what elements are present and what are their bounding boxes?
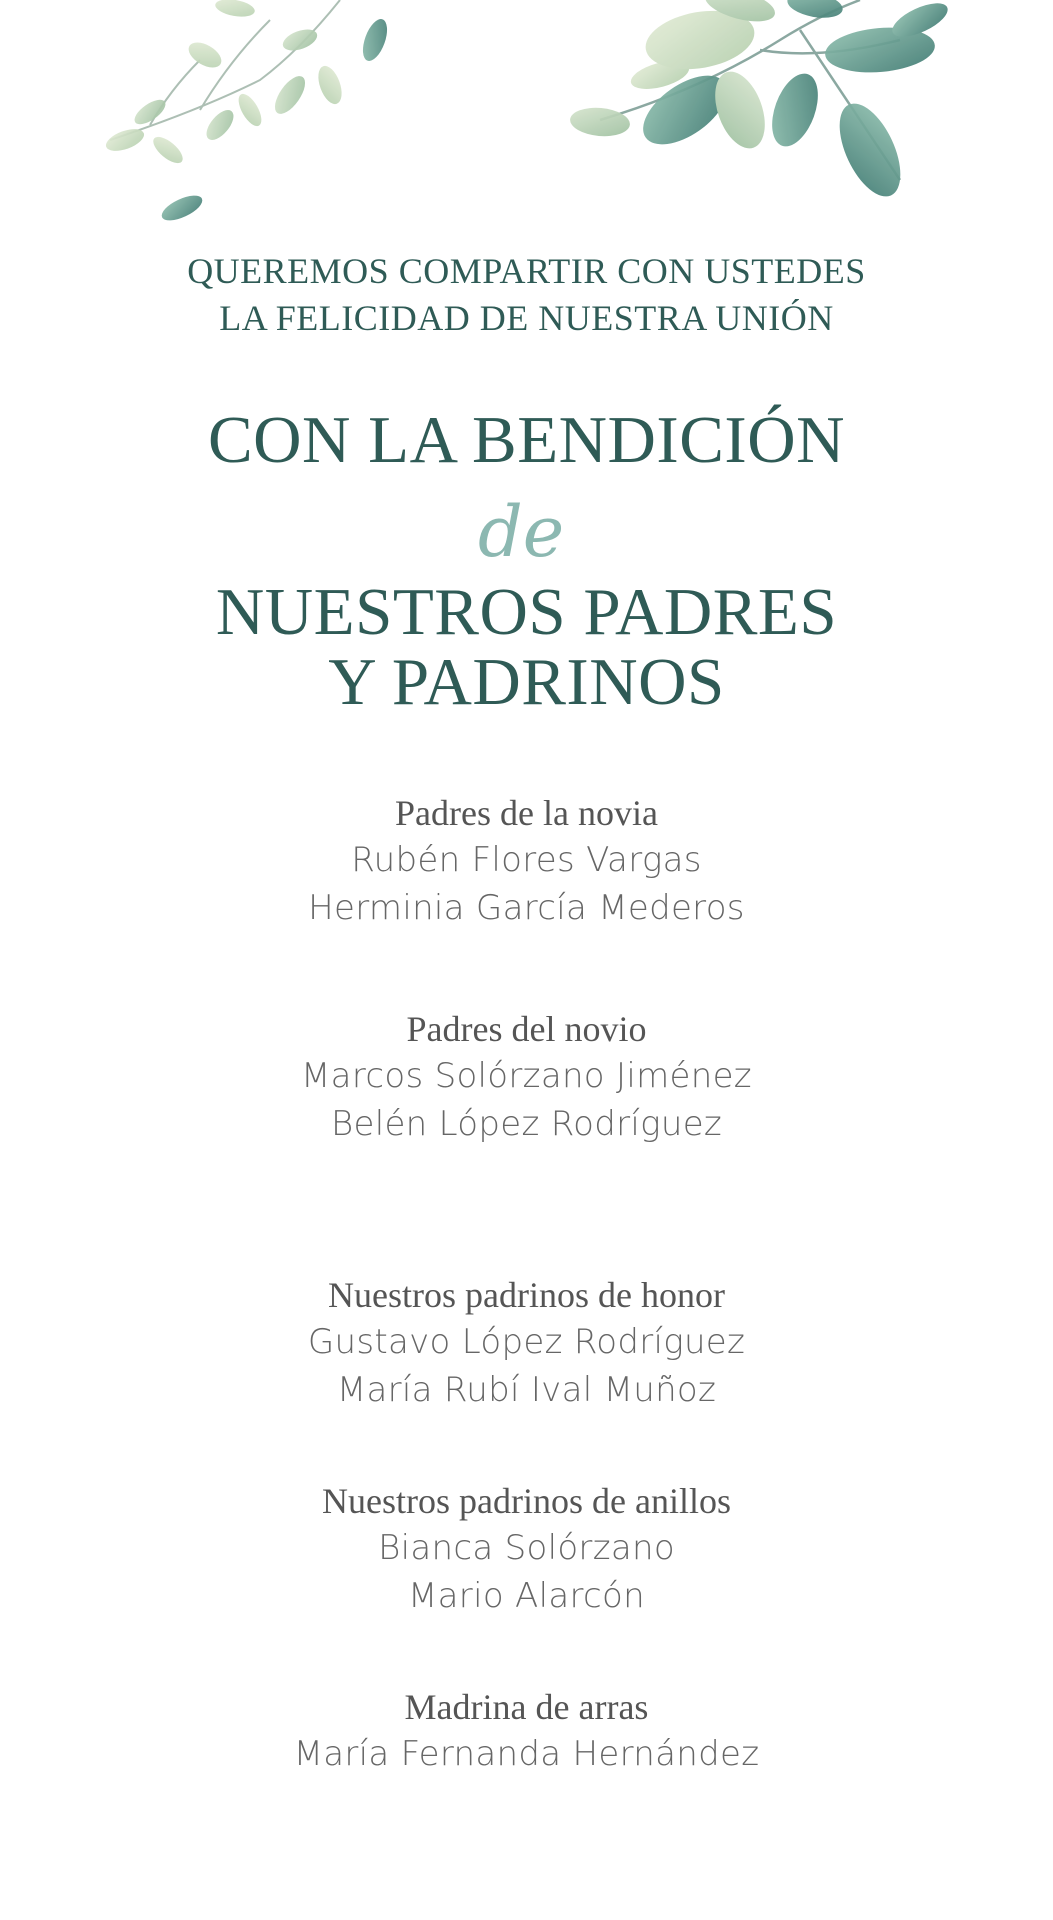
group-name: Herminia García Mederos bbox=[308, 888, 745, 928]
script-de-text: de bbox=[478, 491, 565, 573]
group-padres-novio bbox=[0, 1006, 1053, 1148]
group-role: Padres de la novia bbox=[395, 793, 658, 833]
eucalyptus-leaves-decoration bbox=[0, 0, 1053, 240]
group-madrina-arras bbox=[0, 1684, 1053, 1778]
group-name: Bianca Solórzano bbox=[378, 1528, 675, 1568]
group-role: Padres del novio bbox=[406, 1009, 647, 1049]
group-name: Belén López Rodríguez bbox=[330, 1104, 723, 1144]
group-name: Mario Alarcón bbox=[408, 1576, 645, 1616]
script-de-calligraphy bbox=[470, 478, 580, 578]
group-role: Nuestros padrinos de honor bbox=[328, 1275, 725, 1315]
group-name: Gustavo López Rodríguez bbox=[307, 1322, 746, 1362]
group-name: Marcos Solórzano Jiménez bbox=[301, 1056, 752, 1096]
heading-line-1: CON LA BENDICIÓN bbox=[207, 403, 846, 477]
heading-line-3: Y PADRINOS bbox=[328, 645, 725, 719]
group-name: María Rubí Ival Muñoz bbox=[336, 1370, 717, 1410]
group-name: Rubén Flores Vargas bbox=[351, 840, 702, 880]
group-padres-novia bbox=[0, 790, 1053, 932]
intro-line-1: QUEREMOS COMPARTIR CON USTEDES bbox=[187, 251, 866, 291]
group-role: Madrina de arras bbox=[404, 1687, 649, 1727]
group-name: María Fernanda Hernández bbox=[293, 1734, 760, 1774]
group-role: Nuestros padrinos de anillos bbox=[322, 1481, 731, 1521]
heading-line-2: NUESTROS PADRES bbox=[215, 575, 838, 649]
group-padrinos-honor bbox=[0, 1272, 1053, 1414]
intro-line-2: LA FELICIDAD DE NUESTRA UNIÓN bbox=[219, 298, 834, 338]
group-padrinos-anillos bbox=[0, 1478, 1053, 1620]
